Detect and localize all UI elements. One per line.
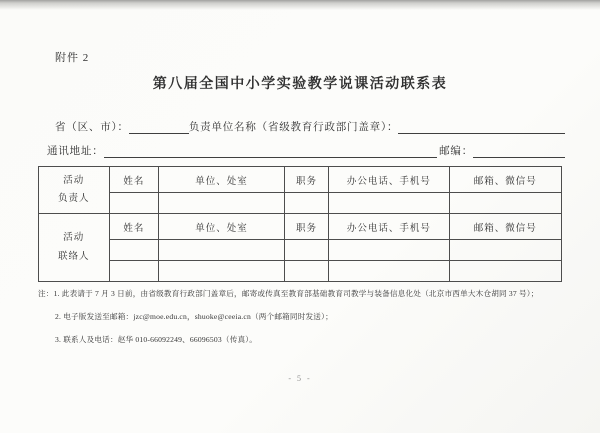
liaison-role-cell [39,214,110,282]
leader-role-line2: 负责人 [58,194,90,204]
footnotes [38,288,572,357]
note-line-2 [38,311,572,334]
liaison-header-row [39,214,562,240]
liaison-header-position: 职务 [284,214,328,240]
leader-email-cell [449,193,561,214]
leader-header-phone: 办公电话、手机号 [329,167,449,193]
liaison1-position-cell [284,240,328,261]
liaison-header-phone: 办公电话、手机号 [329,214,449,240]
liaison-blank-row-1 [39,240,562,261]
leader-header-name: 姓名 [109,167,159,193]
postal-code-label: 邮编： [439,146,473,157]
liaison-blank-row-2 [39,261,562,282]
liaison-header-name: 姓名 [109,214,159,240]
note-line-3 [38,334,572,357]
note-prefix: 注： [38,289,54,298]
page-number: - 5 - [288,374,312,383]
leader-role-line1: 活动 [63,175,85,186]
liaison1-email-cell [449,240,561,261]
leader-unit-cell [159,193,285,214]
liaison-role-line2: 联络人 [58,251,90,262]
liaison-header-unit: 单位、处室 [159,214,285,240]
leader-position-cell [284,193,328,214]
liaison1-name-cell [109,240,159,261]
liaison1-unit-cell [159,240,285,261]
contact-table [38,166,562,282]
note-line-1 [38,288,572,311]
liaison2-phone-cell [329,261,449,282]
address-label: 通讯地址： [47,146,104,157]
leader-phone-cell [329,193,449,214]
leader-name-cell [109,193,159,214]
note-3-text: 3. 联系人及电话：赵华 010-66092249、66096503（传真）。 [55,335,258,344]
liaison2-email-cell [449,261,561,282]
liaison2-unit-cell [159,261,285,282]
province-label: 省（区、市）： [55,122,129,133]
leader-blank-row [39,193,562,214]
liaison-role-line1: 活动 [63,233,85,244]
unit-name-label: 负责单位名称（省级教育行政部门盖章）： [188,122,399,133]
unit-name-field [398,121,565,134]
leader-header-row [39,167,562,193]
page-title: 第八届全国中小学实验教学说课活动联系表 [152,77,448,92]
liaison1-phone-cell [329,240,449,261]
leader-header-position: 职务 [284,167,328,193]
leader-header-unit: 单位、处室 [159,167,285,193]
liaison2-position-cell [284,261,328,282]
province-unit-line [55,119,565,134]
note-2-text: 2. 电子版发送至邮箱：jzc@moe.edu.cn，shuoke@ceeia.cn（两个邮箱同时发送）； [55,312,333,321]
address-postcode-line [47,143,565,158]
leader-header-email: 邮箱、微信号 [449,167,561,193]
postal-code-field [473,145,565,158]
liaison2-name-cell [109,261,159,282]
province-field [129,121,189,134]
liaison-header-email: 邮箱、微信号 [449,214,561,240]
leader-role-cell [39,167,110,214]
attachment-label: 附件 2 [55,52,90,64]
address-field [104,145,438,158]
note-1-text: 1. 此表请于 7 月 3 日前，由省级教育行政部门盖章后，邮寄或传真至教育部基础教育司教学与装备信息化处（北京市西单大木仓胡同 37 号）； [53,289,539,298]
